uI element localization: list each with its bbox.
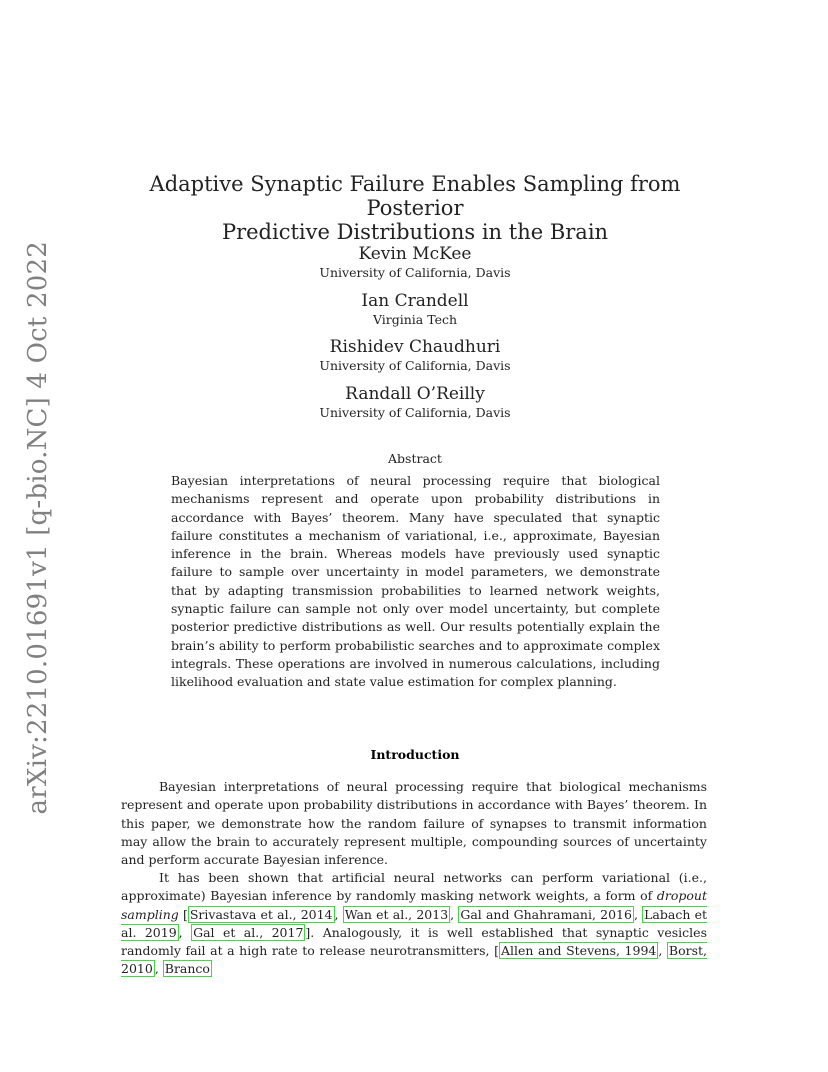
author-affiliation: University of California, Davis xyxy=(319,405,511,420)
dropout-sampling-term: dropout sampling xyxy=(121,888,707,922)
author-block-3 xyxy=(180,337,650,375)
author-affiliation: Virginia Tech xyxy=(372,312,458,327)
citation-link[interactable]: Gal and Ghahramani, 2016 xyxy=(460,906,632,922)
citation-link[interactable]: Branco xyxy=(164,961,210,977)
author-name: Randall O’Reilly xyxy=(345,384,485,404)
citation-link[interactable]: Wan et al., 2013 xyxy=(344,906,449,922)
citation-link[interactable]: Labach et al. 2019 xyxy=(121,906,707,940)
citation-link[interactable]: Gal et al., 2017 xyxy=(193,924,304,940)
intro-paragraph-1: Bayesian interpretations of neural processing require that biological mechanisms represent and operate upon probability distributions in accordance with Bayes’ theorem. In this paper, we demonstrate how the random failure of synapses to transmit information may allow the brain to accurately represent multiple, compounding sources of uncertainty and perform accurate Bayesian inference. xyxy=(121,779,707,868)
author-affiliation: University of California, Davis xyxy=(319,358,511,373)
paper-title xyxy=(110,172,720,244)
citation-link[interactable]: Srivastava et al., 2014 xyxy=(189,906,333,922)
arxiv-id-text: arXiv:2210.01691v1 [q-bio.NC] 4 Oct 2022 xyxy=(23,240,53,815)
author-block-1 xyxy=(180,244,650,282)
citation-link[interactable]: Allen and Stevens, 1994 xyxy=(500,943,657,959)
title-line-2: Predictive Distributions in the Brain xyxy=(221,220,609,244)
author-block-2 xyxy=(180,291,650,329)
author-block-4 xyxy=(180,384,650,422)
para2-text-3: ]. Analogously, it is well established that synaptic vesicles randomly fail at a high rate to release neurotransmitters, [ xyxy=(121,924,707,959)
citation-link[interactable]: Borst, 2010 xyxy=(121,943,707,977)
title-line-1: Adaptive Synaptic Failure Enables Sampling from Posterior xyxy=(149,172,681,220)
intro-paragraph-2: It has been shown that artificial neural networks can perform variational (i.e., approximate) Bayesian inference by randomly masking network weights, a form of dropout sampling [ Srivastava et al., 2014 , Wan et al., 2013 , Gal and Ghahramani, 2016 , Labach et al. 2019 , Gal et al., 2017 ]. Analogously, it is well established that synaptic vesicles randomly fail at a high rate to release neurotransmitters, [ Allen and Stevens, 1994 , Borst, 2010 , Branco xyxy=(121,870,707,977)
author-name: Rishidev Chaudhuri xyxy=(329,337,501,357)
author-name: Ian Crandell xyxy=(361,291,469,311)
author-affiliation: University of California, Davis xyxy=(319,265,511,280)
introduction-heading: Introduction xyxy=(370,747,460,762)
para2-bracket-open: [ xyxy=(178,906,188,922)
arxiv-identifier xyxy=(18,240,58,815)
abstract-heading: Abstract xyxy=(388,451,442,466)
abstract-text: Bayesian interpretations of neural processing require that biological mechanisms represent and operate upon probability distributions in accordance with Bayes’ theorem. Many have speculated that synaptic failure constitutes a mechanism of variational, i.e., approximate, Bayesian inference in the brain. Whereas models have previously used synaptic failure to sample over uncertainty in model parameters, we demonstrate that by adapting transmission probabilities to learned network weights, synaptic failure can sample not only over model uncertainty, but complete posterior predictive distributions as well. Our results potentially explain the brain’s ability to perform probabilistic searches and to approximate complex integrals. These operations are involved in numerous calculations, including likelihood evaluation and state value estimation for complex planning. xyxy=(171,473,660,690)
para2-text-1: It has been shown that artificial neural networks can perform variational (i.e., approximate) Bayesian inference by randomly masking network weights, a form of xyxy=(121,870,707,904)
author-name: Kevin McKee xyxy=(358,244,472,264)
